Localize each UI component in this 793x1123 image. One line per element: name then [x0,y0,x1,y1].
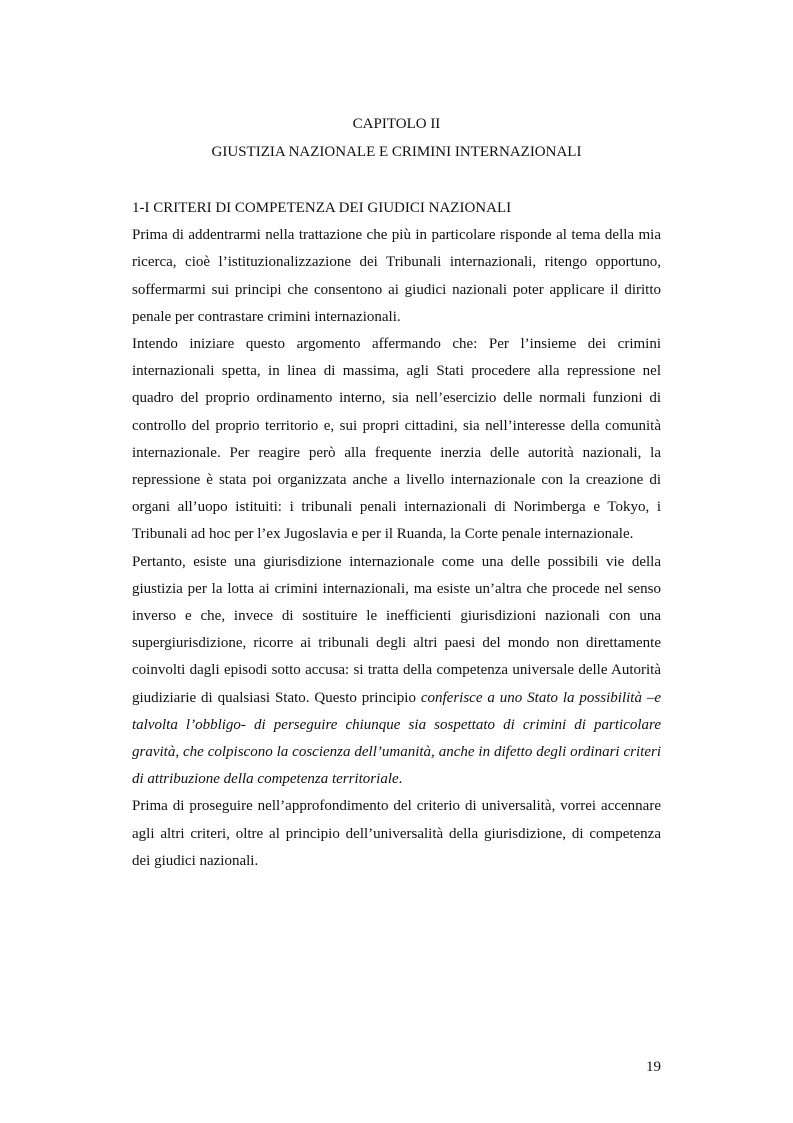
chapter-label: CAPITOLO II [352,116,441,132]
paragraph-1: Prima di addentrarmi nella trattazione che più in particolare risponde al tema della mia ricerca, cioè l’istituzionalizzazione dei Tribunali internazionali, ritengo opportuno, soffermarmi sui principi che consentono ai giudici nazionali poter applicare il diritto penale per contrastare crimini internazionali. [132,227,661,325]
paragraph-3-end: . [398,771,403,788]
paragraph-4: Prima di proseguire nell’approfondimento del criterio di universalità, vorrei accennare agli altri criteri, oltre al principio dell’universalità della giurisdizione, di competenza dei giudici nazionali. [132,798,661,869]
chapter-title: GIUSTIZIA NAZIONALE E CRIMINI INTERNAZIONALI [211,144,582,160]
paragraph-3 [132,549,661,794]
page-number: 19 [646,1059,661,1075]
document-body [132,195,661,875]
paragraph-3-text: Pertanto, esiste una giurisdizione internazionale come una delle possibili vie della giustizia per la lotta ai crimini internazionali, ma esiste un’altra che procede nel senso inverso e che, invece di sostituire le inefficienti giurisdizioni nazionali con una supergiurisdizione, ricorre ai tribunali degli altri paesi del mondo non direttamente coinvolti dagli episodi sotto accusa: si tratta della competenza universale delle Autorità giudiziarie di qualsiasi Stato. Questo principio [132,553,661,706]
paragraph-3-quote: conferisce a uno Stato la possibilità –e talvolta l’obbligo- di perseguire chiunque sia sospettato di crimini di particolare gravità, che colpiscono la coscienza dell’umanità, anche in difetto degli ordinari criteri di attribuzione della competenza territoriale [132,689,661,788]
paragraph-2: Intendo iniziare questo argomento affermando che: Per l’insieme dei crimini internazionali spetta, in linea di massima, agli Stati procedere alla repressione nel quadro del proprio ordinamento interno, sia nell’esercizio delle normali funzioni di controllo del proprio territorio e, sui propri cittadini, sia nell’interesse della comunità internazionale. Per reagire però alla frequente inerzia delle autorità nazionali, la repressione è stata poi organizzata anche a livello internazionale con la creazione di organi all’uopo istituiti: i tribunali penali internazionali di Norimberga e Tokyo, i Tribunali ad hoc per l’ex Jugoslavia e per il Ruanda, la Corte penale internazionale. [132,336,661,543]
section-heading: 1-I CRITERI DI COMPETENZA DEI GIUDICI NAZIONALI [132,200,512,216]
